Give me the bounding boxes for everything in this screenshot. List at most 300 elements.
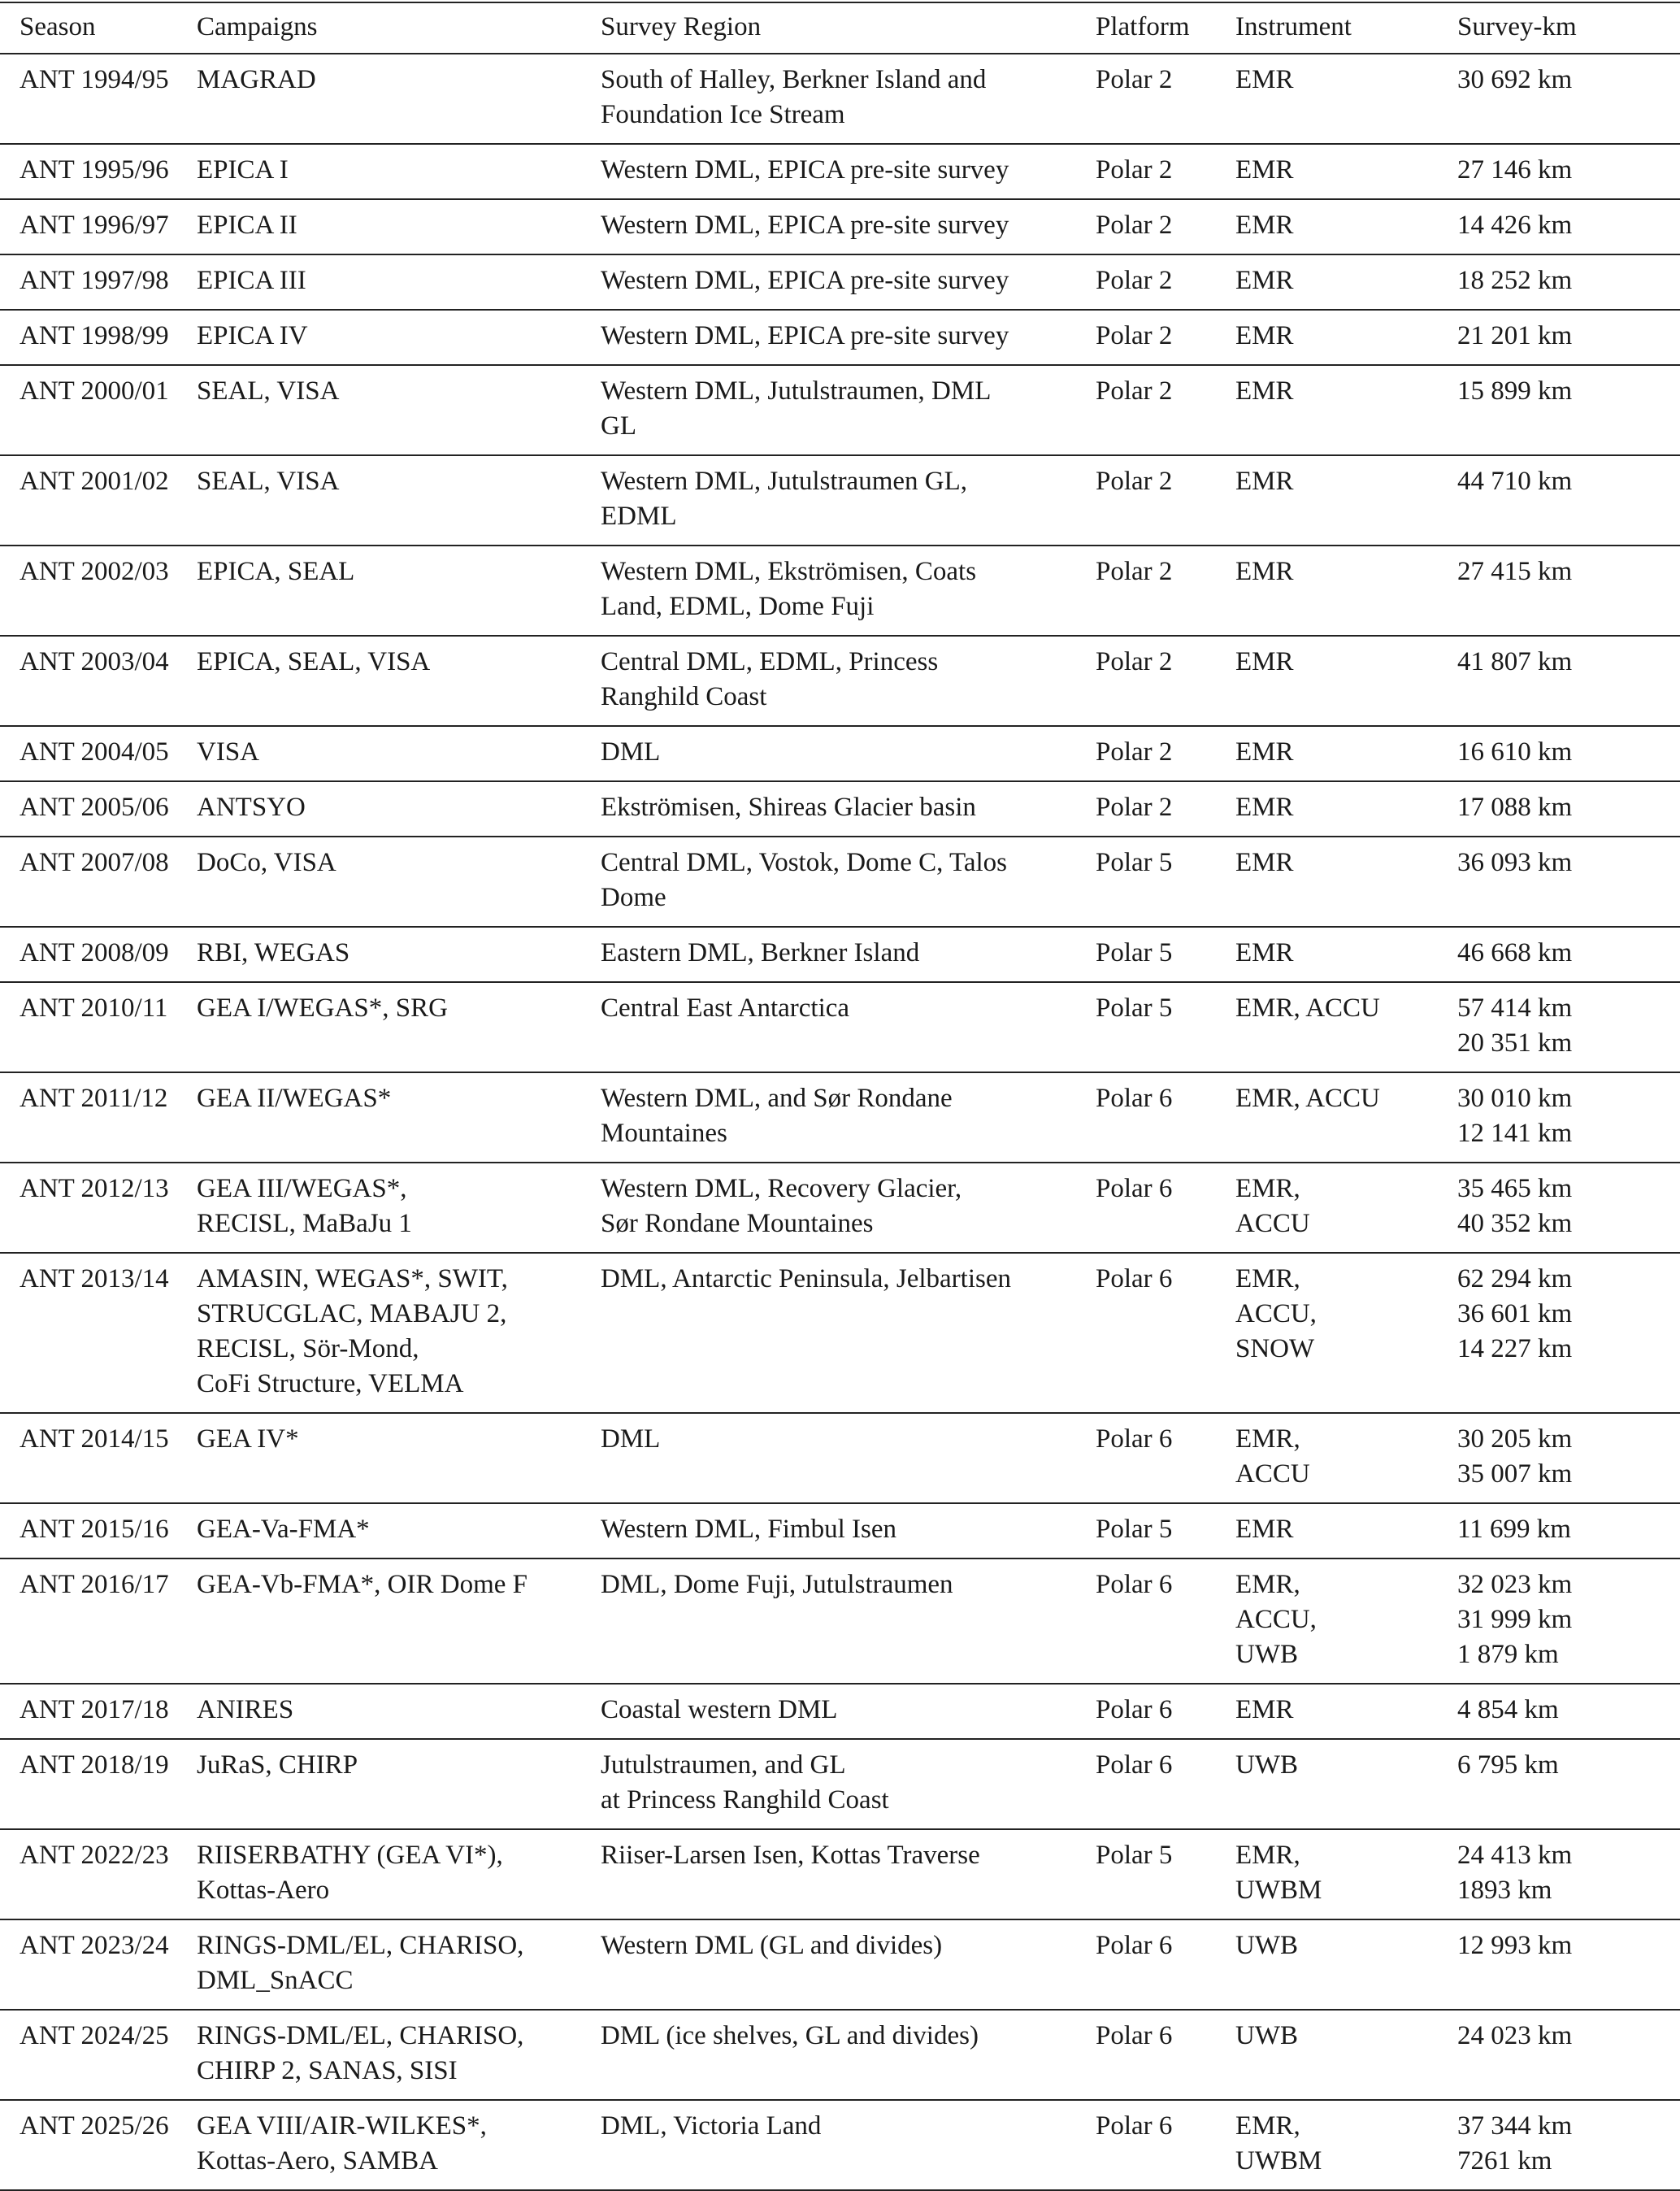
campaigns-cell-line: GEA IV* xyxy=(197,1424,299,1454)
survey-km-cell xyxy=(1457,2010,1680,2100)
survey-km-cell-line: 30 010 km xyxy=(1457,1084,1573,1113)
survey-region-cell xyxy=(601,54,1096,144)
platform-cell: Polar 6 xyxy=(1096,2111,1173,2141)
campaigns-cell-line: STRUCGLAC, MABAJU 2, xyxy=(197,1299,507,1328)
survey-km-cell xyxy=(1457,1558,1680,1684)
instrument-cell-line: EMR xyxy=(1235,737,1294,767)
table-row xyxy=(0,365,1680,455)
survey-km-cell xyxy=(1457,455,1680,546)
survey-region-cell-line: at Princess Ranghild Coast xyxy=(601,1785,889,1815)
instrument-cell xyxy=(1235,1684,1457,1739)
survey-region-cell-line: Western DML, Recovery Glacier, xyxy=(601,1174,962,1203)
header-survey-km: Survey-km xyxy=(1457,12,1577,41)
season-cell: ANT 2017/18 xyxy=(20,1695,169,1724)
header-row xyxy=(0,2,1680,54)
survey-km-cell-line: 1893 km xyxy=(1457,1876,1552,1905)
instrument-cell-line: EMR xyxy=(1235,1515,1294,1544)
platform-cell: Polar 6 xyxy=(1096,1695,1173,1724)
survey-region-cell-line: Ekströmisen, Shireas Glacier basin xyxy=(601,793,976,822)
season-cell: ANT 2025/26 xyxy=(20,2111,169,2141)
survey-km-cell xyxy=(1457,1253,1680,1413)
survey-km-cell-line: 62 294 km xyxy=(1457,1264,1573,1293)
instrument-cell-line: EMR, ACCU xyxy=(1235,993,1380,1023)
season-cell: ANT 2014/15 xyxy=(20,1424,169,1454)
campaigns-cell-line: GEA-Va-FMA* xyxy=(197,1515,370,1544)
season-cell: ANT 2023/24 xyxy=(20,1931,169,1960)
survey-km-cell-line: 21 201 km xyxy=(1457,321,1573,350)
survey-km-cell-line: 35 007 km xyxy=(1457,1459,1573,1489)
table-row xyxy=(0,1163,1680,1253)
platform-cell: Polar 2 xyxy=(1096,647,1173,676)
campaigns-cell-line: VISA xyxy=(197,737,260,767)
campaigns-cell-line: RIISERBATHY (GEA VI*), xyxy=(197,1841,503,1870)
season-cell: ANT 2010/11 xyxy=(20,993,168,1023)
header-instrument: Instrument xyxy=(1235,12,1352,41)
instrument-cell-line: EMR xyxy=(1235,321,1294,350)
survey-region-cell-line: Central DML, Vostok, Dome C, Talos xyxy=(601,848,1008,877)
survey-region-cell-line: Western DML, EPICA pre-site survey xyxy=(601,211,1009,240)
instrument-cell-line: EMR xyxy=(1235,467,1294,496)
campaigns-cell xyxy=(197,1919,601,2010)
instrument-cell-line: ACCU xyxy=(1235,1209,1310,1238)
survey-km-cell-line: 18 252 km xyxy=(1457,266,1573,295)
survey-region-cell-line: DML, Dome Fuji, Jutulstraumen xyxy=(601,1570,953,1599)
instrument-cell xyxy=(1235,1253,1457,1413)
platform-cell: Polar 2 xyxy=(1096,793,1173,822)
instrument-cell xyxy=(1235,1739,1457,1829)
survey-km-cell-line: 17 088 km xyxy=(1457,793,1573,822)
survey-region-cell-line: Dome xyxy=(601,883,666,912)
survey-region-cell-line: Foundation Ice Stream xyxy=(601,100,845,129)
campaigns-cell-line: EPICA IV xyxy=(197,321,308,350)
campaigns-cell xyxy=(197,1072,601,1163)
instrument-cell-line: ACCU, xyxy=(1235,1605,1317,1634)
survey-region-cell-line: Coastal western DML xyxy=(601,1695,838,1724)
instrument-cell xyxy=(1235,365,1457,455)
survey-table xyxy=(0,2,1680,2191)
survey-region-cell xyxy=(601,144,1096,199)
instrument-cell xyxy=(1235,1829,1457,1919)
table-row xyxy=(0,1503,1680,1558)
instrument-cell-line: ACCU xyxy=(1235,1459,1310,1489)
platform-cell: Polar 2 xyxy=(1096,467,1173,496)
table-row xyxy=(0,2100,1680,2190)
table-row xyxy=(0,1253,1680,1413)
platform-cell: Polar 2 xyxy=(1096,211,1173,240)
campaigns-cell-line: RINGS-DML/EL, CHARISO, xyxy=(197,1931,524,1960)
survey-region-cell-line: Western DML, and Sør Rondane xyxy=(601,1084,953,1113)
campaigns-cell-line: SEAL, VISA xyxy=(197,467,340,496)
campaigns-cell xyxy=(197,1558,601,1684)
survey-region-cell-line: EDML xyxy=(601,502,677,531)
instrument-cell xyxy=(1235,1163,1457,1253)
survey-km-cell-line: 36 601 km xyxy=(1457,1299,1573,1328)
season-cell: ANT 2016/17 xyxy=(20,1570,169,1599)
campaigns-cell-line: RECISL, Sör-Mond, xyxy=(197,1334,419,1363)
survey-region-cell-line: Mountaines xyxy=(601,1119,727,1148)
table-row xyxy=(0,2010,1680,2100)
instrument-cell-line: EMR xyxy=(1235,155,1294,185)
season-cell: ANT 2000/01 xyxy=(20,376,169,406)
table-body xyxy=(0,54,1680,2190)
instrument-cell xyxy=(1235,1919,1457,2010)
campaigns-cell-line: EPICA, SEAL, VISA xyxy=(197,647,431,676)
survey-km-cell-line: 11 699 km xyxy=(1457,1515,1571,1544)
survey-region-cell xyxy=(601,1503,1096,1558)
table-row xyxy=(0,1919,1680,2010)
instrument-cell-line: ACCU, xyxy=(1235,1299,1317,1328)
instrument-cell xyxy=(1235,726,1457,781)
instrument-cell-line: UWB xyxy=(1235,2021,1298,2050)
survey-region-cell-line: DML xyxy=(601,737,661,767)
survey-region-cell xyxy=(601,837,1096,927)
survey-region-cell xyxy=(601,455,1096,546)
instrument-cell-line: EMR, xyxy=(1235,1264,1300,1293)
season-cell: ANT 1995/96 xyxy=(20,155,169,185)
season-cell: ANT 1997/98 xyxy=(20,266,169,295)
platform-cell: Polar 6 xyxy=(1096,1424,1173,1454)
instrument-cell xyxy=(1235,1413,1457,1503)
platform-cell: Polar 5 xyxy=(1096,1515,1173,1544)
instrument-cell-line: EMR xyxy=(1235,266,1294,295)
instrument-cell-line: UWBM xyxy=(1235,1876,1322,1905)
instrument-cell xyxy=(1235,1503,1457,1558)
platform-cell: Polar 6 xyxy=(1096,1750,1173,1780)
campaigns-cell-line: EPICA III xyxy=(197,266,306,295)
season-cell: ANT 2004/05 xyxy=(20,737,169,767)
platform-cell: Polar 6 xyxy=(1096,1084,1173,1113)
campaigns-cell xyxy=(197,2010,601,2100)
table-row xyxy=(0,982,1680,1072)
instrument-cell-line: UWBM xyxy=(1235,2146,1322,2176)
season-cell: ANT 2018/19 xyxy=(20,1750,169,1780)
survey-region-cell-line: Western DML, Jutulstraumen GL, xyxy=(601,467,968,496)
campaigns-cell xyxy=(197,837,601,927)
platform-cell: Polar 2 xyxy=(1096,155,1173,185)
survey-region-cell xyxy=(601,310,1096,365)
season-cell: ANT 2001/02 xyxy=(20,467,169,496)
campaigns-cell-line: GEA III/WEGAS*, xyxy=(197,1174,407,1203)
instrument-cell xyxy=(1235,1072,1457,1163)
table-row xyxy=(0,546,1680,636)
table-row xyxy=(0,837,1680,927)
survey-km-cell xyxy=(1457,310,1680,365)
survey-km-cell-line: 14 426 km xyxy=(1457,211,1573,240)
table-row xyxy=(0,726,1680,781)
instrument-cell xyxy=(1235,310,1457,365)
survey-region-cell xyxy=(601,1919,1096,2010)
survey-region-cell xyxy=(601,726,1096,781)
instrument-cell-line: EMR xyxy=(1235,211,1294,240)
survey-km-cell xyxy=(1457,1739,1680,1829)
table-row xyxy=(0,1829,1680,1919)
season-cell: ANT 2022/23 xyxy=(20,1841,169,1870)
survey-region-cell-line: Western DML, EPICA pre-site survey xyxy=(601,266,1009,295)
campaigns-cell-line: CHIRP 2, SANAS, SISI xyxy=(197,2056,458,2085)
season-cell: ANT 2007/08 xyxy=(20,848,169,877)
instrument-cell-line: EMR, xyxy=(1235,1424,1300,1454)
survey-region-cell-line: DML xyxy=(601,1424,661,1454)
table-row xyxy=(0,455,1680,546)
campaigns-cell-line: RINGS-DML/EL, CHARISO, xyxy=(197,2021,524,2050)
survey-region-cell-line: Jutulstraumen, and GL xyxy=(601,1750,846,1780)
survey-km-cell-line: 46 668 km xyxy=(1457,938,1573,967)
instrument-cell xyxy=(1235,781,1457,837)
table-row xyxy=(0,310,1680,365)
survey-km-cell-line: 24 023 km xyxy=(1457,2021,1573,2050)
survey-km-cell-line: 40 352 km xyxy=(1457,1209,1573,1238)
platform-cell: Polar 2 xyxy=(1096,321,1173,350)
campaigns-cell-line: GEA-Vb-FMA*, OIR Dome F xyxy=(197,1570,527,1599)
table-row xyxy=(0,144,1680,199)
survey-region-cell xyxy=(601,199,1096,254)
campaigns-cell-line: CoFi Structure, VELMA xyxy=(197,1369,464,1398)
table-row xyxy=(0,781,1680,837)
survey-region-cell-line: Western DML, EPICA pre-site survey xyxy=(601,321,1009,350)
survey-region-cell xyxy=(601,1413,1096,1503)
campaigns-cell xyxy=(197,199,601,254)
instrument-cell-line: EMR xyxy=(1235,848,1294,877)
season-cell: ANT 2012/13 xyxy=(20,1174,169,1203)
campaigns-cell xyxy=(197,1739,601,1829)
instrument-cell-line: EMR xyxy=(1235,557,1294,586)
survey-region-cell-line: Western DML, EPICA pre-site survey xyxy=(601,155,1009,185)
survey-region-cell xyxy=(601,254,1096,310)
season-cell: ANT 2013/14 xyxy=(20,1264,169,1293)
header-season: Season xyxy=(20,12,96,41)
survey-km-cell xyxy=(1457,1919,1680,2010)
instrument-cell xyxy=(1235,546,1457,636)
campaigns-cell xyxy=(197,1684,601,1739)
table-row xyxy=(0,1558,1680,1684)
survey-km-cell-line: 15 899 km xyxy=(1457,376,1573,406)
campaigns-cell-line: JuRaS, CHIRP xyxy=(197,1750,358,1780)
campaigns-cell xyxy=(197,54,601,144)
season-cell: ANT 2024/25 xyxy=(20,2021,169,2050)
survey-km-cell-line: 24 413 km xyxy=(1457,1841,1573,1870)
instrument-cell xyxy=(1235,982,1457,1072)
campaigns-cell xyxy=(197,726,601,781)
instrument-cell xyxy=(1235,199,1457,254)
survey-region-cell xyxy=(601,781,1096,837)
survey-region-cell xyxy=(601,927,1096,982)
survey-region-cell-line: Eastern DML, Berkner Island xyxy=(601,938,920,967)
platform-cell: Polar 2 xyxy=(1096,65,1173,94)
survey-km-cell xyxy=(1457,927,1680,982)
table-row xyxy=(0,927,1680,982)
platform-cell: Polar 5 xyxy=(1096,993,1173,1023)
survey-region-cell-line: Sør Rondane Mountaines xyxy=(601,1209,874,1238)
table-row xyxy=(0,1072,1680,1163)
campaigns-cell-line: DoCo, VISA xyxy=(197,848,336,877)
survey-km-cell-line: 4 854 km xyxy=(1457,1695,1559,1724)
instrument-cell-line: EMR, xyxy=(1235,1174,1300,1203)
campaigns-cell-line: DML_SnACC xyxy=(197,1966,354,1995)
campaigns-cell xyxy=(197,1253,601,1413)
platform-cell: Polar 6 xyxy=(1096,2021,1173,2050)
campaigns-cell xyxy=(197,1829,601,1919)
survey-km-cell-line: 14 227 km xyxy=(1457,1334,1573,1363)
survey-region-cell xyxy=(601,1829,1096,1919)
survey-region-cell-line: Western DML, Jutulstraumen, DML xyxy=(601,376,992,406)
campaigns-cell-line: ANIRES xyxy=(197,1695,294,1724)
instrument-cell-line: EMR xyxy=(1235,647,1294,676)
instrument-cell-line: EMR xyxy=(1235,1695,1294,1724)
campaigns-cell xyxy=(197,781,601,837)
survey-km-cell xyxy=(1457,365,1680,455)
survey-region-cell-line: South of Halley, Berkner Island and xyxy=(601,65,987,94)
survey-km-cell xyxy=(1457,54,1680,144)
survey-km-cell xyxy=(1457,1072,1680,1163)
survey-region-cell xyxy=(601,982,1096,1072)
survey-km-cell-line: 1 879 km xyxy=(1457,1640,1559,1669)
survey-km-cell xyxy=(1457,144,1680,199)
instrument-cell xyxy=(1235,144,1457,199)
survey-region-cell-line: GL xyxy=(601,411,636,441)
campaigns-cell-line: SEAL, VISA xyxy=(197,376,340,406)
campaigns-cell-line: RECISL, MaBaJu 1 xyxy=(197,1209,412,1238)
survey-region-cell xyxy=(601,1072,1096,1163)
survey-region-cell xyxy=(601,365,1096,455)
platform-cell: Polar 2 xyxy=(1096,557,1173,586)
campaigns-cell-line: GEA I/WEGAS*, SRG xyxy=(197,993,448,1023)
season-cell: ANT 2011/12 xyxy=(20,1084,168,1113)
campaigns-cell-line: Kottas-Aero xyxy=(197,1876,330,1905)
campaigns-cell xyxy=(197,982,601,1072)
campaigns-cell-line: EPICA I xyxy=(197,155,289,185)
survey-km-cell-line: 30 692 km xyxy=(1457,65,1573,94)
survey-region-cell xyxy=(601,636,1096,726)
instrument-cell xyxy=(1235,54,1457,144)
survey-region-cell-line: Central East Antarctica xyxy=(601,993,850,1023)
season-cell: ANT 2015/16 xyxy=(20,1515,169,1544)
instrument-cell-line: UWB xyxy=(1235,1931,1298,1960)
campaigns-cell-line: RBI, WEGAS xyxy=(197,938,350,967)
platform-cell: Polar 2 xyxy=(1096,266,1173,295)
survey-region-cell xyxy=(601,1558,1096,1684)
survey-km-cell-line: 31 999 km xyxy=(1457,1605,1573,1634)
campaigns-cell-line: AMASIN, WEGAS*, SWIT, xyxy=(197,1264,508,1293)
survey-km-cell-line: 16 610 km xyxy=(1457,737,1573,767)
instrument-cell-line: EMR, xyxy=(1235,1841,1300,1870)
platform-cell: Polar 5 xyxy=(1096,938,1173,967)
campaigns-cell xyxy=(197,254,601,310)
survey-region-cell xyxy=(601,1163,1096,1253)
survey-km-cell xyxy=(1457,837,1680,927)
table-row xyxy=(0,1413,1680,1503)
survey-km-cell-line: 7261 km xyxy=(1457,2146,1552,2176)
platform-cell: Polar 6 xyxy=(1096,1570,1173,1599)
platform-cell: Polar 2 xyxy=(1096,376,1173,406)
instrument-cell-line: UWB xyxy=(1235,1750,1298,1780)
campaigns-cell xyxy=(197,1503,601,1558)
survey-region-cell-line: DML, Victoria Land xyxy=(601,2111,822,2141)
survey-km-cell xyxy=(1457,199,1680,254)
survey-region-cell-line: Land, EDML, Dome Fuji xyxy=(601,592,875,621)
survey-km-cell xyxy=(1457,254,1680,310)
table-row xyxy=(0,199,1680,254)
platform-cell: Polar 6 xyxy=(1096,1174,1173,1203)
survey-region-cell xyxy=(601,1253,1096,1413)
survey-km-cell xyxy=(1457,1503,1680,1558)
season-cell: ANT 1998/99 xyxy=(20,321,169,350)
platform-cell: Polar 5 xyxy=(1096,848,1173,877)
survey-region-cell-line: DML, Antarctic Peninsula, Jelbartisen xyxy=(601,1264,1011,1293)
campaigns-cell-line: EPICA II xyxy=(197,211,297,240)
campaigns-cell xyxy=(197,1163,601,1253)
survey-km-cell xyxy=(1457,726,1680,781)
survey-km-cell xyxy=(1457,1829,1680,1919)
survey-km-cell-line: 36 093 km xyxy=(1457,848,1573,877)
instrument-cell xyxy=(1235,455,1457,546)
platform-cell: Polar 6 xyxy=(1096,1931,1173,1960)
campaigns-cell-line: EPICA, SEAL xyxy=(197,557,355,586)
campaigns-cell-line: GEA VIII/AIR-WILKES*, xyxy=(197,2111,487,2141)
survey-km-cell xyxy=(1457,546,1680,636)
campaigns-cell-line: Kottas-Aero, SAMBA xyxy=(197,2146,438,2176)
table-row xyxy=(0,1739,1680,1829)
table-header xyxy=(0,2,1680,54)
instrument-cell xyxy=(1235,927,1457,982)
campaigns-cell xyxy=(197,2100,601,2190)
instrument-cell-line: EMR xyxy=(1235,938,1294,967)
survey-km-cell xyxy=(1457,781,1680,837)
header-platform: Platform xyxy=(1096,12,1190,41)
survey-km-cell-line: 6 795 km xyxy=(1457,1750,1559,1780)
campaigns-cell xyxy=(197,310,601,365)
survey-km-cell xyxy=(1457,982,1680,1072)
platform-cell: Polar 5 xyxy=(1096,1841,1173,1870)
season-cell: ANT 1996/97 xyxy=(20,211,169,240)
instrument-cell-line: EMR xyxy=(1235,376,1294,406)
survey-km-cell-line: 44 710 km xyxy=(1457,467,1573,496)
survey-region-cell-line: Western DML (GL and divides) xyxy=(601,1931,943,1960)
survey-km-cell xyxy=(1457,1684,1680,1739)
survey-region-cell-line: Central DML, EDML, Princess xyxy=(601,647,939,676)
instrument-cell xyxy=(1235,254,1457,310)
survey-km-cell-line: 37 344 km xyxy=(1457,2111,1573,2141)
survey-region-cell xyxy=(601,546,1096,636)
survey-km-cell-line: 12 141 km xyxy=(1457,1119,1573,1148)
survey-km-cell-line: 12 993 km xyxy=(1457,1931,1573,1960)
campaigns-cell xyxy=(197,455,601,546)
campaigns-cell xyxy=(197,546,601,636)
survey-km-cell-line: 27 146 km xyxy=(1457,155,1573,185)
instrument-cell-line: UWB xyxy=(1235,1640,1298,1669)
header-survey-region: Survey Region xyxy=(601,12,762,41)
survey-km-cell-line: 30 205 km xyxy=(1457,1424,1573,1454)
platform-cell: Polar 6 xyxy=(1096,1264,1173,1293)
survey-region-cell-line: DML (ice shelves, GL and divides) xyxy=(601,2021,979,2050)
survey-region-cell-line: Riiser-Larsen Isen, Kottas Traverse xyxy=(601,1841,980,1870)
survey-km-cell-line: 20 351 km xyxy=(1457,1028,1573,1058)
campaigns-cell xyxy=(197,144,601,199)
instrument-cell-line: EMR xyxy=(1235,793,1294,822)
survey-km-cell-line: 57 414 km xyxy=(1457,993,1573,1023)
instrument-cell-line: EMR, ACCU xyxy=(1235,1084,1380,1113)
instrument-cell-line: EMR xyxy=(1235,65,1294,94)
campaigns-cell xyxy=(197,365,601,455)
survey-km-cell xyxy=(1457,1413,1680,1503)
survey-region-cell xyxy=(601,2100,1096,2190)
campaigns-cell xyxy=(197,1413,601,1503)
instrument-cell xyxy=(1235,636,1457,726)
survey-km-cell xyxy=(1457,636,1680,726)
survey-km-cell xyxy=(1457,2100,1680,2190)
season-cell: ANT 1994/95 xyxy=(20,65,169,94)
survey-km-cell-line: 35 465 km xyxy=(1457,1174,1573,1203)
instrument-cell-line: EMR, xyxy=(1235,1570,1300,1599)
